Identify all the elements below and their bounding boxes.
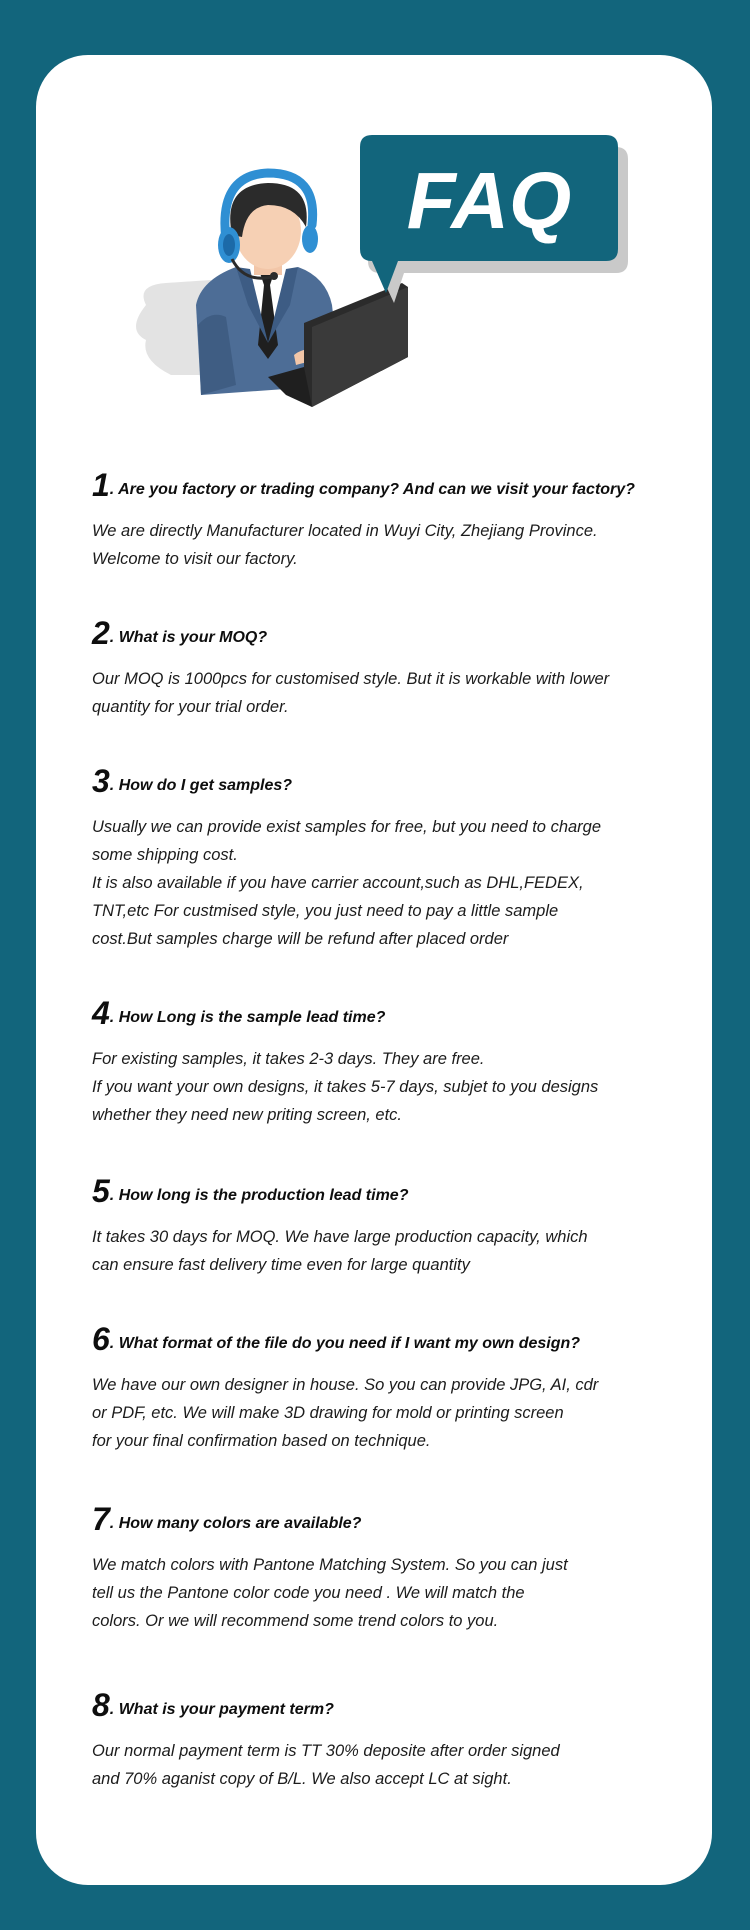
faq-item-6 [92, 1319, 692, 1499]
faq-question-text: . How long is the production lead time? [109, 1187, 409, 1204]
faq-question [92, 1319, 692, 1359]
faq-item-4 [92, 993, 692, 1171]
faq-number: 4 [92, 995, 110, 1031]
faq-question-text: . How do I get samples? [109, 777, 293, 794]
faq-item-8 [92, 1685, 692, 1825]
faq-number: 1 [92, 467, 110, 503]
faq-answer: We have our own designer in house. So you can provide JPG, AI, cdr or PDF, etc. We will make 3D drawing for mold or printing screen for your final confirmation based on technique. [92, 1376, 599, 1450]
faq-item-1 [92, 465, 692, 613]
faq-number: 8 [92, 1687, 110, 1723]
faq-question-text: . What format of the file do you need if I want my own design? [109, 1335, 581, 1352]
faq-answer: Our normal payment term is TT 30% deposite after order signed and 70% aganist copy of B/L. We also accept LC at sight. [92, 1742, 560, 1788]
faq-answer: For existing samples, it takes 2-3 days. They are free. If you want your own designs, it takes 5-7 days, subjet to you designs whether they need new priting screen, etc. [92, 1050, 599, 1124]
faq-number: 7 [92, 1501, 110, 1537]
faq-question-text: . Are you factory or trading company? And can we visit your factory? [109, 481, 635, 498]
faq-question [92, 1499, 692, 1539]
faq-question-text: . How many colors are available? [109, 1515, 362, 1532]
faq-number: 5 [92, 1173, 110, 1209]
hero-illustration [36, 55, 712, 455]
faq-question [92, 761, 692, 801]
faq-item-2 [92, 613, 692, 761]
faq-item-7 [92, 1499, 692, 1685]
faq-question [92, 1685, 692, 1725]
faq-answer: Our MOQ is 1000pcs for customised style. But it is workable with lower quantity for your trial order. [92, 670, 610, 716]
faq-number: 2 [92, 615, 110, 651]
faq-item-5 [92, 1171, 692, 1319]
faq-number: 3 [92, 763, 110, 799]
faq-item-3 [92, 761, 692, 993]
faq-answer: Usually we can provide exist samples for free, but you need to charge some shipping cost. It is also available if you have carrier account,such as DHL,FEDEX, TNT,etc For custmised style, you just need to pay a little sample cost.But samples charge will be refund after placed order [92, 818, 602, 948]
faq-answer: We are directly Manufacturer located in Wuyi City, Zhejiang Province. Welcome to visit our factory. [92, 522, 598, 568]
faq-question-text: . What is your payment term? [109, 1701, 334, 1718]
faq-answer: We match colors with Pantone Matching System. So you can just tell us the Pantone color code you need . We will match the colors. Or we will recommend some trend colors to you. [92, 1556, 568, 1630]
faq-question-text: . How Long is the sample lead time? [109, 1009, 386, 1026]
faq-question-text: . What is your MOQ? [109, 629, 268, 646]
headset-ear-left-inner [223, 234, 235, 256]
faq-badge-text: FAQ [406, 156, 572, 245]
faq-list [92, 465, 692, 1825]
faq-question [92, 465, 692, 505]
faq-number: 6 [92, 1321, 110, 1357]
faq-answer: It takes 30 days for MOQ. We have large production capacity, which can ensure fast delivery time even for large quantity [92, 1228, 588, 1274]
faq-question [92, 993, 692, 1033]
headset-mic-tip [270, 272, 278, 280]
faq-card [36, 55, 712, 1885]
headset-ear-right [302, 225, 318, 253]
faq-question [92, 1171, 692, 1211]
speech-bubble-icon [360, 135, 628, 303]
faq-question [92, 613, 692, 653]
